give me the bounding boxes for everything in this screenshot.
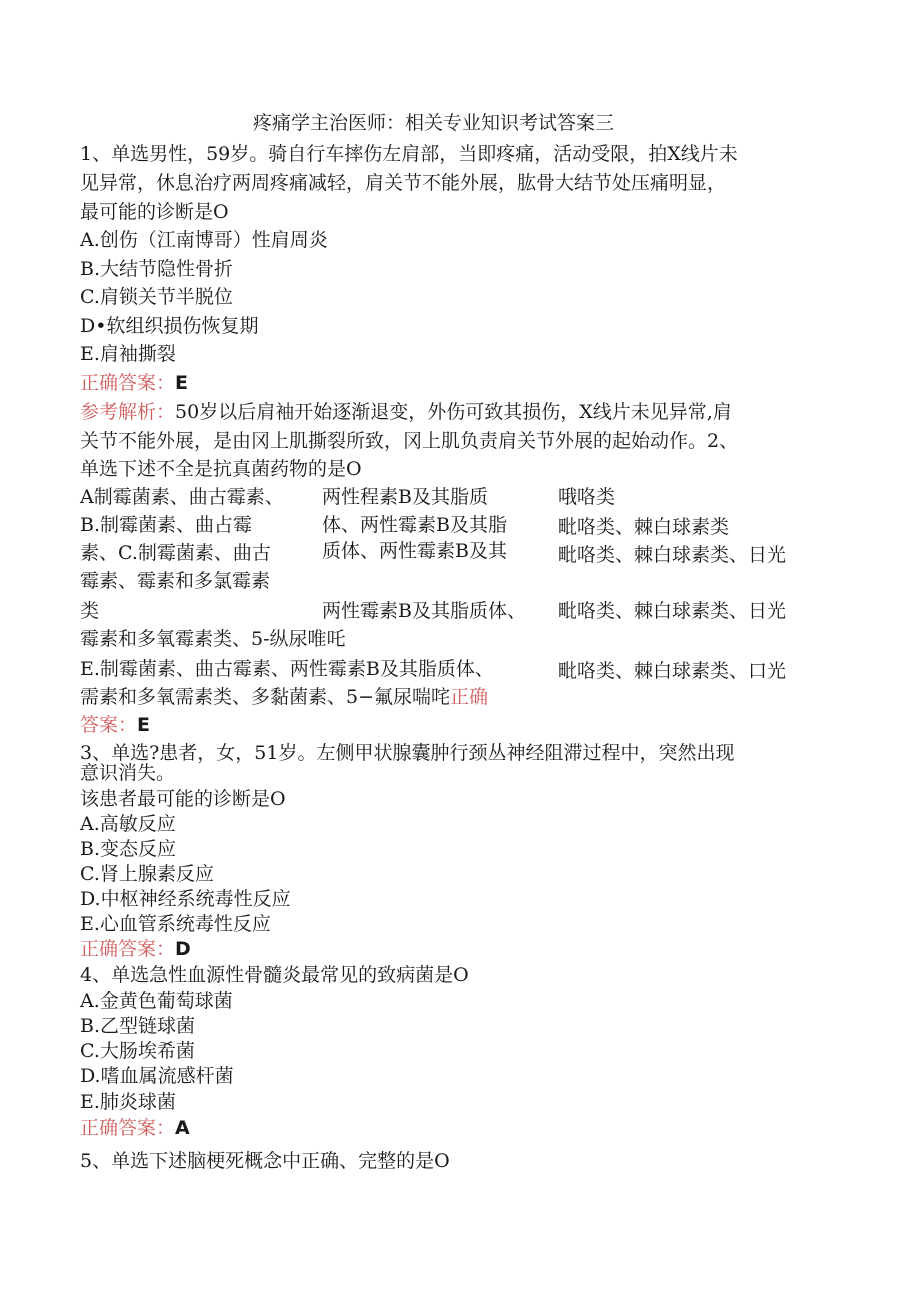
q3-stem-line1: 3、单选?患者，女，51岁。左侧甲状腺囊肿行颈丛神经阻滞过程中，突然出现: [80, 742, 735, 764]
q2-answer-label-tail: 答案：: [80, 714, 138, 736]
q2-row2-col2: 体、两性霉素B及其脂: [322, 514, 507, 536]
q2-row5-col1: 类: [80, 600, 100, 622]
q3-option-a: A.高敏反应: [80, 813, 176, 835]
q4-option-d: D.嗜血属流感杆菌: [80, 1065, 234, 1087]
q1-option-b: B.大结节隐性骨折: [80, 258, 234, 280]
q3-stem-line2: 意识消失。: [80, 762, 176, 784]
q2-answer: [80, 714, 150, 736]
q1-answer: [80, 372, 188, 394]
q2-row7-col3: 毗咯类、棘白球素类、口光: [558, 660, 787, 682]
q4-option-b: B.乙型链球菌: [80, 1015, 196, 1037]
q2-stem: 单选下述不全是抗真菌药物的是O: [80, 458, 362, 480]
q3-answer: [80, 938, 191, 960]
q1-analysis-line2: 关节不能外展，是由冈上肌撕裂所致，冈上肌负责肩关节外展的起始动作。2、: [80, 430, 739, 452]
q3-option-d: D.中枢神经系统毒性反应: [80, 888, 291, 910]
q1-answer-label: 正确答案：: [80, 372, 176, 394]
q5-stem: 5、单选下述脑梗死概念中正确、完整的是O: [80, 1150, 450, 1172]
q1-option-e: E.肩袖撕裂: [80, 343, 176, 365]
q2-row7-col1: E.制霉菌素、曲古霉素、两性霉素B及其脂质体、: [80, 658, 494, 680]
q1-option-c: C.肩锁关节半脱位: [80, 286, 233, 308]
q1-answer-value: E: [175, 372, 188, 394]
q2-row2-col3: 毗咯类、棘白球素类: [558, 516, 730, 538]
q4-answer: [80, 1117, 190, 1139]
q1-analysis-text1: 50岁以后肩袖开始逐渐退变，外伤可致其损伤，X线片未见异常,肩: [175, 401, 732, 423]
q4-stem: 4、单选急性血源性骨髓炎最常见的致病菌是O: [80, 964, 469, 986]
q2-row3-col2: 质体、两性霉素B及其: [322, 540, 507, 562]
q2-row5-col2: 两性霉素B及其脂质体、: [322, 600, 526, 622]
q2-answer-label-head: 正确: [450, 686, 489, 708]
q2-answer-value: E: [137, 714, 150, 736]
q1-stem-line2: 见异常，休息治疗两周疼痛减轻，肩关节不能外展，肱骨大结节处压痛明显，: [80, 172, 727, 194]
q1-analysis-label: 参考解析：: [80, 401, 176, 423]
q1-option-d: D•软组织损伤恢复期: [80, 315, 259, 337]
q2-row3-col3: 毗咯类、棘白球素类、日光: [558, 544, 787, 566]
q2-row1-col2: 两性程素B及其脂质: [322, 486, 488, 508]
q1-stem-line3: 最可能的诊断是O: [80, 201, 229, 223]
q2-row2-col1: B.制霉菌素、曲占霉: [80, 514, 253, 536]
q3-option-e: E.心血管系统毒性反应: [80, 913, 271, 935]
q2-row8: [80, 686, 488, 708]
q1-option-a: A.创伤（江南博哥）性肩周炎: [80, 229, 328, 251]
q2-row6-col1: 霉素和多氧霉素类、5-纵尿唯吒: [80, 628, 346, 650]
q3-option-b: B.变态反应: [80, 838, 177, 860]
q4-option-e: E.肺炎球菌: [80, 1091, 176, 1113]
q2-row5-col3: 毗咯类、棘白球素类、日光: [558, 600, 787, 622]
q4-option-a: A.金黄色葡萄球菌: [80, 990, 233, 1012]
q1-analysis-line1: [80, 401, 732, 423]
q4-answer-value: A: [175, 1117, 190, 1139]
q2-row3-col1: 素、C.制霉菌素、曲古: [80, 542, 271, 564]
q4-option-c: C.大肠埃希菌: [80, 1040, 195, 1062]
q3-answer-label: 正确答案：: [80, 938, 176, 960]
q2-row1-col3: 哦咯类: [558, 486, 616, 508]
page-title: 疼痛学主治医师：相关专业知识考试答案三: [253, 112, 615, 134]
q3-answer-value: D: [175, 938, 191, 960]
q2-row1-col1: A制霉菌素、曲古霉素、: [80, 486, 284, 508]
q3-stem-line3: 该患者最可能的诊断是O: [80, 788, 286, 810]
q1-stem-line1: 1、单选男性，59岁。骑自行车摔伤左肩部，当即疼痛，活动受限，拍X线片未: [80, 143, 738, 165]
q4-answer-label: 正确答案：: [80, 1117, 176, 1139]
q2-row8-text: 需素和多氧需素类、多黏菌素、5−氟尿喘咤: [80, 686, 451, 708]
q3-option-c: C.肾上腺素反应: [80, 863, 214, 885]
q2-row4-col1: 霉素、霉素和多氯霉素: [80, 570, 271, 592]
